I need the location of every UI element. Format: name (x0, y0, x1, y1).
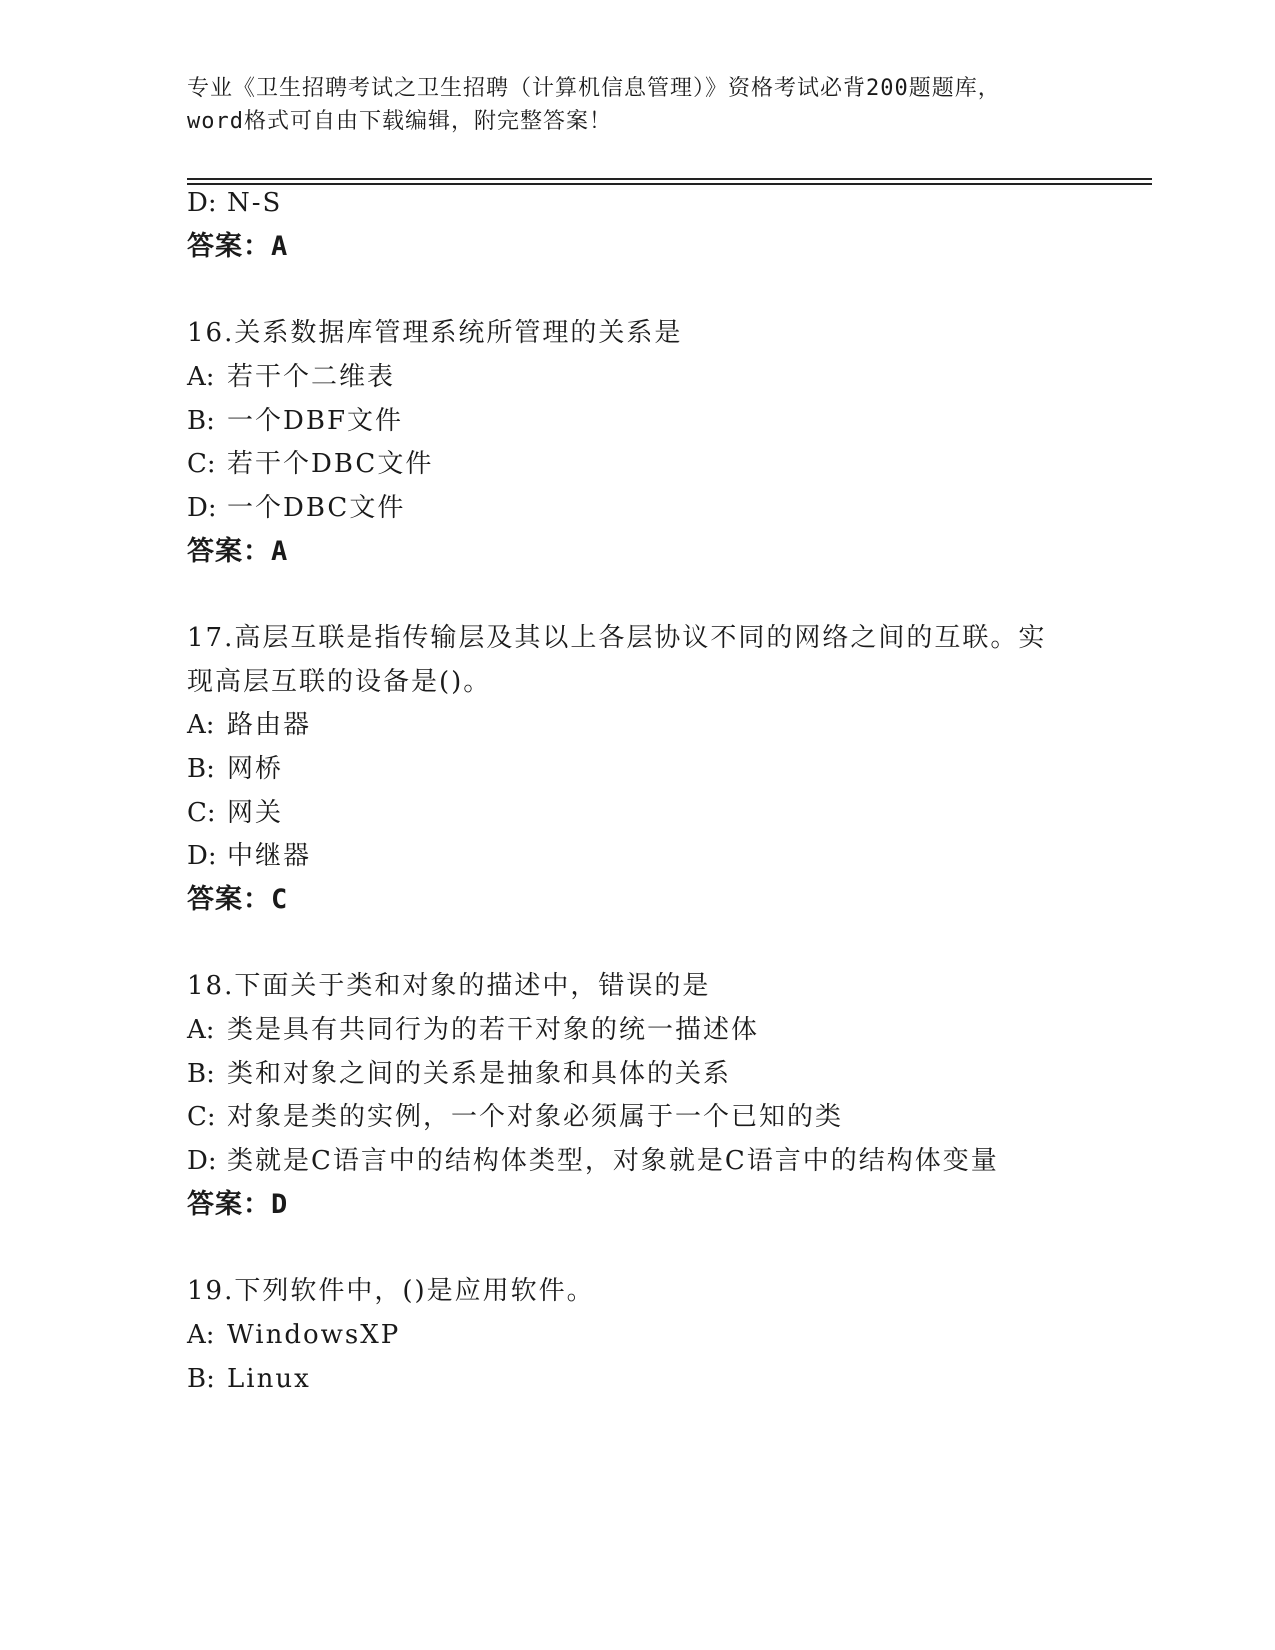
answer-line (187, 535, 288, 569)
option-tag: A: (187, 362, 215, 392)
document-header (187, 72, 1107, 138)
question-stem: 18.下面关于类和对象的描述中，错误的是 (187, 971, 711, 1001)
option-text: N-S (227, 188, 283, 218)
answer-value: A (271, 231, 289, 262)
option-line (187, 1013, 759, 1047)
answer-label: 答案： (187, 1189, 271, 1220)
option-line (187, 1144, 999, 1178)
option-text: 一个DBF文件 (227, 406, 403, 436)
option-line (187, 796, 283, 830)
option-line (187, 186, 282, 220)
option-tag: B: (187, 406, 215, 436)
answer-line (187, 230, 288, 264)
option-text: 类是具有共同行为的若干对象的统一描述体 (227, 1015, 760, 1045)
question-stem: 19.下列软件中，()是应用软件。 (187, 1276, 595, 1306)
option-text: 类就是C语言中的结构体类型，对象就是C语言中的结构体变量 (227, 1146, 999, 1176)
option-text: 中继器 (227, 841, 312, 871)
option-line (187, 1318, 400, 1352)
option-text: WindowsXP (227, 1320, 401, 1350)
option-tag: D: (187, 493, 217, 523)
option-line (187, 360, 395, 394)
option-line (187, 1362, 311, 1396)
option-line (187, 491, 405, 525)
option-tag: C: (187, 798, 216, 828)
answer-line (187, 1188, 288, 1222)
option-text: Linux (227, 1364, 311, 1394)
question-stem-continued: 现高层互联的设备是()。 (187, 667, 492, 697)
answer-label: 答案： (187, 231, 271, 262)
option-line (187, 1100, 843, 1134)
option-line (187, 1057, 731, 1091)
option-tag: A: (187, 1015, 215, 1045)
header-title-line-2: word格式可自由下载编辑，附完整答案！ (187, 109, 612, 134)
answer-value: C (271, 884, 289, 915)
option-tag: D: (187, 188, 217, 218)
option-text: 网桥 (227, 754, 284, 784)
option-tag: A: (187, 710, 215, 740)
option-text: 路由器 (227, 710, 312, 740)
option-text: 网关 (227, 798, 284, 828)
option-line (187, 752, 283, 786)
option-tag: C: (187, 1102, 216, 1132)
answer-label: 答案： (187, 884, 271, 915)
option-text: 若干个DBC文件 (227, 449, 434, 479)
option-tag: A: (187, 1320, 215, 1350)
option-line (187, 447, 433, 481)
header-divider-top (187, 178, 1152, 180)
option-line (187, 839, 311, 873)
answer-value: D (271, 1189, 289, 1220)
option-text: 类和对象之间的关系是抽象和具体的关系 (227, 1059, 732, 1089)
option-text: 对象是类的实例，一个对象必须属于一个已知的类 (227, 1102, 844, 1132)
answer-value: A (271, 536, 289, 567)
header-divider-bottom (187, 183, 1152, 185)
option-tag: D: (187, 1146, 217, 1176)
question-stem: 17.高层互联是指传输层及其以上各层协议不同的网络之间的互联。实 (187, 623, 1047, 653)
header-title-line-1: 专业《卫生招聘考试之卫生招聘（计算机信息管理）》资格考试必背200题题库， (187, 76, 1001, 101)
option-text: 一个DBC文件 (227, 493, 406, 523)
option-tag: C: (187, 449, 216, 479)
option-text: 若干个二维表 (227, 362, 396, 392)
option-tag: D: (187, 841, 217, 871)
question-stem: 16.关系数据库管理系统所管理的关系是 (187, 318, 683, 348)
option-tag: B: (187, 1059, 215, 1089)
option-line (187, 404, 403, 438)
answer-line (187, 883, 288, 917)
option-line (187, 708, 311, 742)
answer-label: 答案： (187, 536, 271, 567)
option-tag: B: (187, 754, 215, 784)
option-tag: B: (187, 1364, 215, 1394)
